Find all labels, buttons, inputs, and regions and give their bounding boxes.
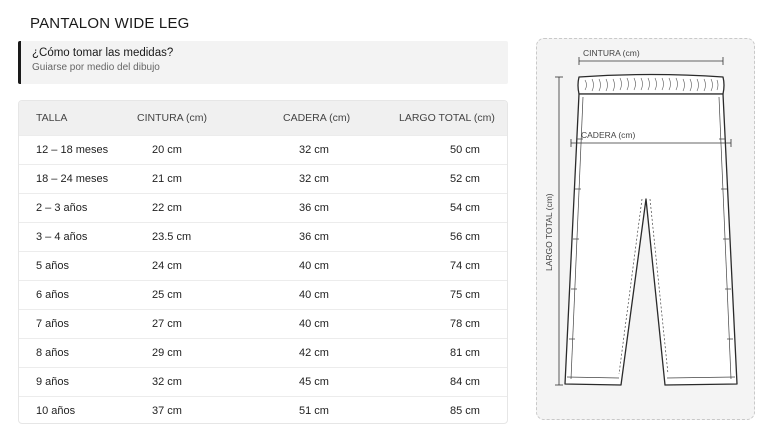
instructions-question: ¿Cómo tomar las medidas? <box>32 47 174 59</box>
table-row <box>19 222 508 251</box>
hip-label: CADERA (cm) <box>581 130 636 140</box>
cell-largo: 78 cm <box>450 317 480 330</box>
cell-talla: 10 años <box>36 404 76 417</box>
table-row <box>19 135 508 164</box>
cell-talla: 18 – 24 meses <box>36 172 109 185</box>
header-cintura: CINTURA (cm) <box>137 111 207 124</box>
table-row <box>19 251 508 280</box>
cell-largo: 56 cm <box>450 230 480 243</box>
header-cadera: CADERA (cm) <box>283 111 351 124</box>
cell-cadera: 32 cm <box>299 143 329 156</box>
cell-talla: 6 años <box>36 288 70 301</box>
cell-largo: 50 cm <box>450 143 480 156</box>
cell-largo: 84 cm <box>450 375 480 388</box>
instructions-hint: Guiarse por medio del dibujo <box>32 62 160 73</box>
cell-talla: 7 años <box>36 317 70 330</box>
cell-talla: 12 – 18 meses <box>36 143 109 156</box>
cell-cadera: 40 cm <box>299 259 329 272</box>
table-row <box>19 338 508 367</box>
cell-talla: 5 años <box>36 259 70 272</box>
cell-talla: 8 años <box>36 346 70 359</box>
cell-talla: 2 – 3 años <box>36 201 88 214</box>
table-row <box>19 280 508 309</box>
table-row <box>19 396 508 424</box>
cell-cintura: 24 cm <box>152 259 182 272</box>
cell-largo: 54 cm <box>450 201 480 214</box>
cell-cintura: 27 cm <box>152 317 182 330</box>
cell-cadera: 36 cm <box>299 201 329 214</box>
measurement-diagram <box>536 38 755 420</box>
size-table <box>18 100 508 424</box>
cell-cadera: 32 cm <box>299 172 329 185</box>
cell-cintura: 21 cm <box>152 172 182 185</box>
page-title: PANTALON WIDE LEG <box>30 15 190 32</box>
cell-largo: 81 cm <box>450 346 480 359</box>
waist-label: CINTURA (cm) <box>583 48 640 58</box>
cell-largo: 74 cm <box>450 259 480 272</box>
length-label: LARGO TOTAL (cm) <box>544 193 554 271</box>
cell-largo: 85 cm <box>450 404 480 417</box>
cell-cintura: 22 cm <box>152 201 182 214</box>
header-talla: TALLA <box>36 111 68 124</box>
table-row <box>19 367 508 396</box>
table-row <box>19 193 508 222</box>
cell-talla: 9 años <box>36 375 70 388</box>
cell-largo: 52 cm <box>450 172 480 185</box>
table-row <box>19 309 508 338</box>
header-largo-total: LARGO TOTAL (cm) <box>399 111 495 124</box>
cell-cadera: 36 cm <box>299 230 329 243</box>
cell-cadera: 45 cm <box>299 375 329 388</box>
cell-cintura: 29 cm <box>152 346 182 359</box>
cell-cadera: 40 cm <box>299 288 329 301</box>
cell-cintura: 20 cm <box>152 143 182 156</box>
cell-cadera: 40 cm <box>299 317 329 330</box>
wide-leg-pants-icon <box>537 39 753 418</box>
cell-largo: 75 cm <box>450 288 480 301</box>
cell-cintura: 23.5 cm <box>152 230 192 243</box>
cell-cintura: 32 cm <box>152 375 182 388</box>
cell-cadera: 51 cm <box>299 404 329 417</box>
cell-cintura: 25 cm <box>152 288 182 301</box>
table-row <box>19 164 508 193</box>
table-header-row <box>19 101 508 135</box>
cell-cintura: 37 cm <box>152 404 182 417</box>
measuring-instructions <box>18 41 508 84</box>
cell-talla: 3 – 4 años <box>36 230 88 243</box>
cell-cadera: 42 cm <box>299 346 329 359</box>
